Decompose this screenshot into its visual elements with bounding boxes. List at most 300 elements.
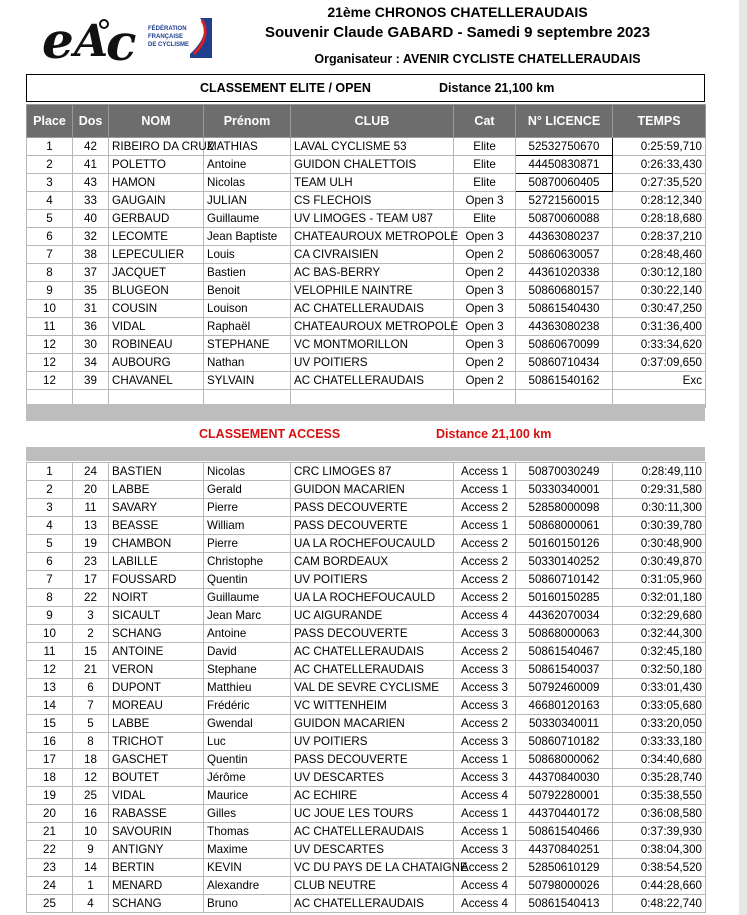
- cell-place: 6: [27, 228, 73, 246]
- table-row: [27, 481, 706, 499]
- cell-cat: Access 3: [454, 769, 516, 787]
- table-row: [27, 336, 706, 354]
- cell-dos: 22: [73, 589, 109, 607]
- table-row: [27, 138, 706, 156]
- cell-temps: 0:32:50,180: [613, 661, 706, 679]
- table-row: [27, 769, 706, 787]
- cell-club: VC WITTENHEIM: [291, 697, 454, 715]
- cell-nom: POLETTO: [109, 156, 204, 174]
- cell-nom: AUBOURG: [109, 354, 204, 372]
- cell-nom: JACQUET: [109, 264, 204, 282]
- cell-prenom: Matthieu: [204, 679, 291, 697]
- access-table-wrap: [26, 462, 705, 913]
- cell-licence: 50860670099: [516, 336, 613, 354]
- cell-place: 22: [27, 841, 73, 859]
- cell-dos: 33: [73, 192, 109, 210]
- column-header-prenom: Prénom: [204, 105, 291, 138]
- cell-dos: 36: [73, 318, 109, 336]
- cell-club: GUIDON MACARIEN: [291, 481, 454, 499]
- cell-place: 24: [27, 877, 73, 895]
- cell-nom: BASTIEN: [109, 463, 204, 481]
- cell-dos: 18: [73, 751, 109, 769]
- acc-logo: [40, 10, 220, 72]
- cell-dos: 25: [73, 787, 109, 805]
- cell-club: UA LA ROCHEFOUCAULD: [291, 589, 454, 607]
- table-row: [27, 264, 706, 282]
- table-row: [27, 607, 706, 625]
- cell-place: 13: [27, 679, 73, 697]
- cell-cat: Access 2: [454, 643, 516, 661]
- cell-prenom: Guillaume: [204, 210, 291, 228]
- table-row: [27, 733, 706, 751]
- table-row: [27, 877, 706, 895]
- column-header-place: Place: [27, 105, 73, 138]
- cell-place: 17: [27, 751, 73, 769]
- cell-nom: SAVARY: [109, 499, 204, 517]
- table-row: [27, 499, 706, 517]
- cell-place: 11: [27, 643, 73, 661]
- cell-dos: 13: [73, 517, 109, 535]
- table-row: [27, 859, 706, 877]
- cell-place: 3: [27, 174, 73, 192]
- cell-cat: Access 1: [454, 751, 516, 769]
- cell-temps: 0:44:28,660: [613, 877, 706, 895]
- cell-nom: MENARD: [109, 877, 204, 895]
- cell-prenom: Nathan: [204, 354, 291, 372]
- cell-prenom: Thomas: [204, 823, 291, 841]
- cell-place: 7: [27, 246, 73, 264]
- cell-temps: 0:31:36,400: [613, 318, 706, 336]
- event-subtitle: Souvenir Claude GABARD - Samedi 9 septembre 2023: [264, 24, 651, 41]
- cell-place: 5: [27, 210, 73, 228]
- cell-club: AC BAS-BERRY: [291, 264, 454, 282]
- cell-temps: 0:35:28,740: [613, 769, 706, 787]
- cell-prenom: Benoit: [204, 282, 291, 300]
- table-row: [27, 643, 706, 661]
- cell-licence: 44362070034: [516, 607, 613, 625]
- table-row: [27, 589, 706, 607]
- cell-prenom: Frédéric: [204, 697, 291, 715]
- cell-nom: GERBAUD: [109, 210, 204, 228]
- scrollbar-track[interactable]: [739, 0, 747, 915]
- elite-banner: [26, 74, 705, 102]
- cell-nom: ANTOINE: [109, 643, 204, 661]
- cell-cat: Open 2: [454, 264, 516, 282]
- access-distance: Distance 21,100 km: [436, 427, 552, 441]
- cell-nom: GAUGAIN: [109, 192, 204, 210]
- cell-cat: Access 4: [454, 877, 516, 895]
- cell-dos: 21: [73, 661, 109, 679]
- column-header-cat: Cat: [454, 105, 516, 138]
- cell-place: 10: [27, 625, 73, 643]
- cell-dos: 42: [73, 138, 109, 156]
- elite-title: CLASSEMENT ELITE / OPEN: [200, 81, 371, 95]
- cell-licence: 50792460009: [516, 679, 613, 697]
- cell-place: 6: [27, 553, 73, 571]
- cell-club: CLUB NEUTRE: [291, 877, 454, 895]
- svg-text:c: c: [106, 13, 137, 72]
- table-row: [27, 679, 706, 697]
- cell-dos: 15: [73, 643, 109, 661]
- cell-cat: Access 3: [454, 625, 516, 643]
- cell-licence: 44450830871: [516, 156, 613, 174]
- cell-cat: Open 2: [454, 372, 516, 390]
- cell-temps: 0:37:09,650: [613, 354, 706, 372]
- cell-place: 12: [27, 372, 73, 390]
- cell-temps: 0:33:34,620: [613, 336, 706, 354]
- cell-dos: 6: [73, 679, 109, 697]
- cell-cat: Access 1: [454, 517, 516, 535]
- cell-licence: 50860710434: [516, 354, 613, 372]
- cell-licence: 50860710182: [516, 733, 613, 751]
- cell-place: 21: [27, 823, 73, 841]
- cell-cat: Open 2: [454, 354, 516, 372]
- cell-licence: 44370440172: [516, 805, 613, 823]
- cell-cat: Access 2: [454, 535, 516, 553]
- cell-dos: 43: [73, 174, 109, 192]
- cell-place: 8: [27, 589, 73, 607]
- table-row: [27, 517, 706, 535]
- cell-dos: 30: [73, 336, 109, 354]
- cell-temps: 0:30:47,250: [613, 300, 706, 318]
- cell-cat: Access 1: [454, 823, 516, 841]
- cell-prenom: Gerald: [204, 481, 291, 499]
- cell-club: GUIDON CHALETTOIS: [291, 156, 454, 174]
- table-row: [27, 553, 706, 571]
- column-header-licence: N° LICENCE: [516, 105, 613, 138]
- cell-temps: 0:33:05,680: [613, 697, 706, 715]
- access-title: CLASSEMENT ACCESS: [199, 427, 341, 441]
- table-row: [27, 354, 706, 372]
- table-row: [27, 210, 706, 228]
- table-row: [27, 192, 706, 210]
- cell-place: 16: [27, 733, 73, 751]
- cell-club: TEAM ULH: [291, 174, 454, 192]
- cell-cat: Elite: [454, 156, 516, 174]
- cell-place: 9: [27, 282, 73, 300]
- cell-club: CHATEAUROUX METROPOLE: [291, 318, 454, 336]
- cell-club: CHATEAUROUX METROPOLE: [291, 228, 454, 246]
- cell-place: 25: [27, 895, 73, 913]
- cell-place: 10: [27, 300, 73, 318]
- cell-cat: Elite: [454, 174, 516, 192]
- table-row: [27, 535, 706, 553]
- access-table: [26, 462, 706, 913]
- cell-cat: Access 4: [454, 787, 516, 805]
- cell-licence: 44370840251: [516, 841, 613, 859]
- cell-nom: DUPONT: [109, 679, 204, 697]
- cell-prenom: Jean Marc: [204, 607, 291, 625]
- cell-dos: 12: [73, 769, 109, 787]
- cell-cat: Open 3: [454, 282, 516, 300]
- cell-licence: 50861540467: [516, 643, 613, 661]
- cell-temps: 0:28:18,680: [613, 210, 706, 228]
- cell-club: VAL DE SEVRE CYCLISME: [291, 679, 454, 697]
- cell-licence: 50870060405: [516, 174, 613, 192]
- cell-cat: Open 3: [454, 300, 516, 318]
- cell-prenom: David: [204, 643, 291, 661]
- cell-club: CAM BORDEAUX: [291, 553, 454, 571]
- cell-cat: Access 1: [454, 463, 516, 481]
- table-row: [27, 787, 706, 805]
- cell-prenom: Guillaume: [204, 589, 291, 607]
- cell-place: 12: [27, 336, 73, 354]
- cell-nom: LABBE: [109, 481, 204, 499]
- cell-prenom: Gwendal: [204, 715, 291, 733]
- table-row: [27, 697, 706, 715]
- cell-temps: 0:32:44,300: [613, 625, 706, 643]
- cell-prenom: MATHIAS: [204, 138, 291, 156]
- cell-club: GUIDON MACARIEN: [291, 715, 454, 733]
- cell-dos: 4: [73, 895, 109, 913]
- table-row: [27, 463, 706, 481]
- cell-prenom: SYLVAIN: [204, 372, 291, 390]
- cell-temps: 0:31:05,960: [613, 571, 706, 589]
- cell-nom: CHAVANEL: [109, 372, 204, 390]
- cell-club: AC CHATELLERAUDAIS: [291, 300, 454, 318]
- cell-club: CA CIVRAISIEN: [291, 246, 454, 264]
- cell-licence: 50860680157: [516, 282, 613, 300]
- cell-licence: 50330140252: [516, 553, 613, 571]
- cell-licence: 52858000098: [516, 499, 613, 517]
- cell-dos: 23: [73, 553, 109, 571]
- cell-licence: 50870060088: [516, 210, 613, 228]
- cell-place: 19: [27, 787, 73, 805]
- cell-cat: Access 4: [454, 895, 516, 913]
- cell-place: 4: [27, 517, 73, 535]
- table-row: [27, 246, 706, 264]
- cell-prenom: Louison: [204, 300, 291, 318]
- cell-dos: 31: [73, 300, 109, 318]
- cell-dos: 9: [73, 841, 109, 859]
- table-row: [27, 715, 706, 733]
- cell-place: 7: [27, 571, 73, 589]
- cell-cat: Access 3: [454, 679, 516, 697]
- cell-cat: Access 3: [454, 697, 516, 715]
- cell-prenom: Alexandre: [204, 877, 291, 895]
- cell-licence: 50330340001: [516, 481, 613, 499]
- cell-temps: 0:32:45,180: [613, 643, 706, 661]
- cell-nom: SCHANG: [109, 895, 204, 913]
- cell-cat: Access 3: [454, 733, 516, 751]
- cell-temps: 0:30:11,300: [613, 499, 706, 517]
- cell-licence: 50861540162: [516, 372, 613, 390]
- cell-licence: 44361020338: [516, 264, 613, 282]
- cell-licence: 50798000026: [516, 877, 613, 895]
- cell-prenom: Antoine: [204, 625, 291, 643]
- cell-temps: Exc: [613, 372, 706, 390]
- cell-licence: 44363080238: [516, 318, 613, 336]
- elite-table: [26, 104, 706, 408]
- cell-cat: Open 3: [454, 228, 516, 246]
- cell-club: VELOPHILE NAINTRE: [291, 282, 454, 300]
- cell-prenom: Pierre: [204, 535, 291, 553]
- cell-nom: BERTIN: [109, 859, 204, 877]
- cell-licence: 50860630057: [516, 246, 613, 264]
- cell-nom: BEASSE: [109, 517, 204, 535]
- cell-place: 2: [27, 156, 73, 174]
- cell-nom: VIDAL: [109, 787, 204, 805]
- cell-licence: 50868000061: [516, 517, 613, 535]
- cell-club: AC CHATELLERAUDAIS: [291, 895, 454, 913]
- cell-prenom: Quentin: [204, 571, 291, 589]
- cell-nom: BLUGEON: [109, 282, 204, 300]
- elite-distance: Distance 21,100 km: [439, 81, 555, 95]
- cell-temps: 0:30:22,140: [613, 282, 706, 300]
- cell-temps: 0:35:38,550: [613, 787, 706, 805]
- table-row: [27, 318, 706, 336]
- table-row: [27, 174, 706, 192]
- table-row: [27, 661, 706, 679]
- elite-header-row: [27, 105, 706, 138]
- cell-temps: 0:26:33,430: [613, 156, 706, 174]
- cell-club: UV POITIERS: [291, 354, 454, 372]
- cell-place: 8: [27, 264, 73, 282]
- cell-nom: RIBEIRO DA CRUZ: [109, 138, 204, 156]
- cell-temps: 0:48:22,740: [613, 895, 706, 913]
- cell-cat: Access 2: [454, 499, 516, 517]
- cell-dos: 38: [73, 246, 109, 264]
- cell-temps: 0:29:31,580: [613, 481, 706, 499]
- cell-prenom: Nicolas: [204, 174, 291, 192]
- cell-dos: 40: [73, 210, 109, 228]
- cell-dos: 16: [73, 805, 109, 823]
- cell-licence: 50160150285: [516, 589, 613, 607]
- cell-nom: LABILLE: [109, 553, 204, 571]
- cell-temps: 0:33:33,180: [613, 733, 706, 751]
- cell-club: PASS DECOUVERTE: [291, 517, 454, 535]
- table-row: [27, 895, 706, 913]
- svg-text:FRANÇAISE: FRANÇAISE: [148, 34, 184, 40]
- cell-prenom: Louis: [204, 246, 291, 264]
- cell-prenom: Christophe: [204, 553, 291, 571]
- cell-dos: 10: [73, 823, 109, 841]
- cell-prenom: Jérôme: [204, 769, 291, 787]
- separator-band: [26, 404, 705, 421]
- cell-temps: 0:28:12,340: [613, 192, 706, 210]
- cell-place: 1: [27, 138, 73, 156]
- cell-place: 23: [27, 859, 73, 877]
- cell-cat: Elite: [454, 138, 516, 156]
- cell-dos: 2: [73, 625, 109, 643]
- cell-nom: HAMON: [109, 174, 204, 192]
- cell-licence: 44370840030: [516, 769, 613, 787]
- cell-club: PASS DECOUVERTE: [291, 625, 454, 643]
- table-row: [27, 228, 706, 246]
- cell-prenom: Nicolas: [204, 463, 291, 481]
- cell-prenom: Gilles: [204, 805, 291, 823]
- cell-nom: RABASSE: [109, 805, 204, 823]
- table-row: [27, 156, 706, 174]
- cell-place: 3: [27, 499, 73, 517]
- cell-temps: 0:25:59,710: [613, 138, 706, 156]
- cell-licence: 50861540037: [516, 661, 613, 679]
- cell-club: UV POITIERS: [291, 733, 454, 751]
- cell-licence: 52850610129: [516, 859, 613, 877]
- cell-licence: 50868000062: [516, 751, 613, 769]
- cell-club: UC AIGURANDE: [291, 607, 454, 625]
- cell-cat: Access 1: [454, 481, 516, 499]
- cell-cat: Open 2: [454, 246, 516, 264]
- cell-cat: Elite: [454, 210, 516, 228]
- cell-temps: 0:38:54,520: [613, 859, 706, 877]
- cell-temps: 0:28:49,110: [613, 463, 706, 481]
- elite-table-wrap: [26, 104, 705, 408]
- column-header-temps: TEMPS: [613, 105, 706, 138]
- cell-nom: COUSIN: [109, 300, 204, 318]
- cell-dos: 35: [73, 282, 109, 300]
- cell-club: UC JOUE LES TOURS: [291, 805, 454, 823]
- ffc-logo: [148, 18, 212, 58]
- cell-temps: 0:36:08,580: [613, 805, 706, 823]
- cell-club: UV LIMOGES - TEAM U87: [291, 210, 454, 228]
- cell-club: PASS DECOUVERTE: [291, 499, 454, 517]
- cell-nom: ROBINEAU: [109, 336, 204, 354]
- cell-dos: 41: [73, 156, 109, 174]
- cell-cat: Access 1: [454, 805, 516, 823]
- cell-club: AC CHATELLERAUDAIS: [291, 372, 454, 390]
- cell-club: VC DU PAYS DE LA CHATAIGNE: [291, 859, 454, 877]
- cell-club: CS FLECHOIS: [291, 192, 454, 210]
- cell-place: 2: [27, 481, 73, 499]
- cell-dos: 20: [73, 481, 109, 499]
- table-row: [27, 625, 706, 643]
- cell-licence: 50792280001: [516, 787, 613, 805]
- cell-dos: 34: [73, 354, 109, 372]
- cell-dos: 24: [73, 463, 109, 481]
- cell-licence: 46680120163: [516, 697, 613, 715]
- table-row: [27, 282, 706, 300]
- cell-prenom: Maxime: [204, 841, 291, 859]
- cell-temps: 0:32:29,680: [613, 607, 706, 625]
- cell-temps: 0:38:04,300: [613, 841, 706, 859]
- cell-cat: Access 2: [454, 859, 516, 877]
- cell-temps: 0:27:35,520: [613, 174, 706, 192]
- cell-prenom: STEPHANE: [204, 336, 291, 354]
- cell-licence: 50870030249: [516, 463, 613, 481]
- cell-place: 20: [27, 805, 73, 823]
- cell-cat: Open 3: [454, 336, 516, 354]
- cell-prenom: Antoine: [204, 156, 291, 174]
- cell-club: PASS DECOUVERTE: [291, 751, 454, 769]
- table-row: [27, 841, 706, 859]
- cell-cat: Open 3: [454, 318, 516, 336]
- cell-cat: Access 3: [454, 661, 516, 679]
- cell-club: UV POITIERS: [291, 571, 454, 589]
- cell-dos: 3: [73, 607, 109, 625]
- cell-place: 12: [27, 661, 73, 679]
- cell-cat: Access 3: [454, 841, 516, 859]
- cell-nom: BOUTET: [109, 769, 204, 787]
- cell-prenom: Quentin: [204, 751, 291, 769]
- table-row: [27, 751, 706, 769]
- cell-dos: 39: [73, 372, 109, 390]
- cell-prenom: Bastien: [204, 264, 291, 282]
- cell-licence: 50330340011: [516, 715, 613, 733]
- cell-dos: 14: [73, 859, 109, 877]
- cell-club: AC CHATELLERAUDAIS: [291, 661, 454, 679]
- cell-club: AC CHATELLERAUDAIS: [291, 823, 454, 841]
- svg-text:e: e: [42, 11, 74, 70]
- cell-club: LAVAL CYCLISME 53: [291, 138, 454, 156]
- cell-cat: Access 2: [454, 553, 516, 571]
- cell-club: CRC LIMOGES 87: [291, 463, 454, 481]
- cell-prenom: Bruno: [204, 895, 291, 913]
- cell-nom: TRICHOT: [109, 733, 204, 751]
- cell-nom: NOIRT: [109, 589, 204, 607]
- cell-club: VC MONTMORILLON: [291, 336, 454, 354]
- cell-temps: 0:33:20,050: [613, 715, 706, 733]
